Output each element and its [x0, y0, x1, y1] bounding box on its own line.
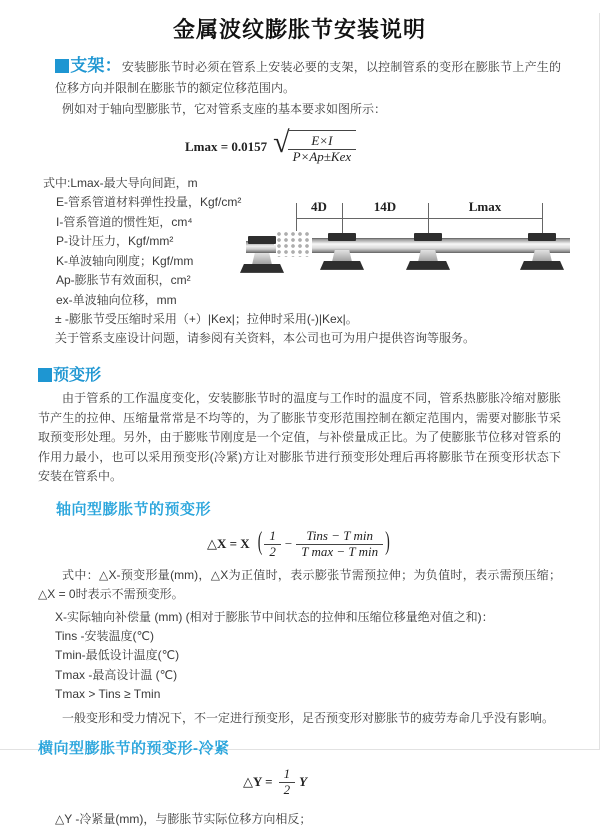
guide-support — [520, 233, 564, 271]
pipe-clamp — [248, 236, 276, 244]
axial-subheading: 轴向型膨胀节的预变形 — [56, 500, 212, 518]
pipe-clamp — [328, 233, 356, 241]
half-denominator: 2 — [283, 781, 291, 797]
axial-note3: 一般变形和受力情况下，不一定进行预变形，足否预变形对膨胀节的疲劳寿命几乎没有影响。 — [62, 710, 555, 725]
dimension-label-14d: 14D — [343, 200, 427, 214]
half-numerator: 1 — [279, 767, 296, 783]
dx-formula-lhs: △X = X — [207, 536, 250, 552]
axial-predeform-formula — [207, 529, 561, 560]
definition-line: Ap-膨胀节有效面积，cm² — [56, 273, 191, 288]
guide-support — [406, 233, 450, 271]
plusminus-note: ± -膨胀节受压缩时采用（+）|Kex|；拉伸时采用(-)|Kex|。 — [55, 312, 358, 327]
blue-square-icon — [38, 368, 52, 382]
predeform-paragraph: 由于管系的工作温度变化，安装膨胀节时的温度与工作时的温度不同，管系热膨胀冷缩对膨胀节产生的拉伸、压缩量常常是不均等的，为了膨胀节变形范围控制在额定范围内，需要对膨胀节采取预变形处理。另外，由于膨账节刚度是一个定值，与补偿量成正比。为了使膨胀节位移对管系的作用力最小，也可以采用预变形(冷紧)方让对膨胀节进行预变形处理后再将膨胀节在预变形状态下安装在管系中。 — [38, 391, 561, 484]
support-example-line: 例如对于轴向型膨胀节，它对管系支座的基本要求如图所示： — [62, 102, 387, 116]
radical-sign-icon: √ — [273, 126, 290, 159]
support-stem — [418, 250, 438, 262]
right-paren: ) — [385, 529, 390, 558]
pipe-clamp — [414, 233, 442, 241]
temp-inequality: Tmax > Tins ≥ Tmin — [55, 687, 161, 702]
support-base — [520, 261, 564, 270]
radicand — [288, 130, 357, 165]
dy-formula-rhs: Y — [299, 774, 308, 790]
pipe-clamp — [528, 233, 556, 241]
predeform-section-heading: 预变形 — [38, 362, 561, 385]
definition-line: ex-单波轴向位移，mm — [56, 292, 177, 307]
temperature-fraction — [296, 529, 383, 560]
left-paren: ( — [257, 529, 263, 558]
guide-support — [320, 233, 364, 271]
definition-line: I-管系管道的惯性矩，cm⁴ — [56, 214, 193, 229]
dimension-label-4d: 4D — [297, 200, 341, 214]
dimension-label-lmax: Lmax — [429, 200, 541, 214]
support-base — [406, 261, 450, 270]
support-base — [240, 264, 284, 273]
lateral-note: △Y -冷紧量(mm)，与膨胀节实际位移方向相反； — [55, 811, 312, 826]
lmax-fraction-denominator: P×Ap±Kex — [292, 148, 352, 164]
support-section-heading: 支架： — [55, 56, 122, 75]
blue-square-icon — [55, 59, 69, 73]
document-page — [0, 13, 599, 829]
half-fraction — [279, 767, 296, 798]
anchor-support — [240, 236, 284, 274]
support-stem — [532, 250, 552, 262]
lateral-coldtight-formula — [243, 767, 561, 798]
axial-note2: X-实际轴向补偿量 (mm) (相对于膨胀节中间状态的拉伸和压缩位移量绝对值之和)： — [55, 609, 494, 624]
lmax-formula — [185, 126, 561, 165]
lmax-formula-lhs: Lmax = 0.0157 — [185, 139, 268, 155]
half-denominator: 2 — [269, 543, 276, 559]
temp-fraction-denominator: T max − T min — [301, 543, 379, 559]
lateral-subheading: 横向型膨胀节的预变形-冷紧 — [38, 739, 230, 757]
square-root — [273, 126, 356, 165]
temp-definition: Tmin-最低设计温度(℃) — [55, 648, 180, 663]
temp-definition: Tins -安装温度(℃) — [55, 628, 155, 643]
axial-note1: 式中：△X-预变形量(mm)，△X为正值时，表示膨张节需预拉伸；为负值时，表示需预压缩；△X = 0时表示不需预变形。 — [38, 567, 561, 601]
support-intro-paragraph — [38, 55, 561, 99]
support-stem — [332, 250, 352, 262]
definition-line: P-设计压力，Kgf/mm² — [56, 234, 174, 249]
dy-formula-lhs: △Y = — [243, 774, 273, 790]
half-fraction — [264, 529, 281, 560]
page-title: 金属波纹膨胀节安装说明 — [172, 17, 426, 42]
definition-line: 式中:Lmax-最大导向间距，m — [43, 175, 198, 190]
temp-fraction-numerator: Tins − T min — [296, 529, 383, 545]
lmax-fraction — [288, 134, 357, 165]
definition-line: E-管系管道材料弹性投量，Kgf/cm² — [56, 195, 242, 210]
lmax-fraction-numerator: E×I — [288, 134, 357, 150]
temp-definition: Tmax -最高设计温 (℃) — [55, 667, 178, 682]
support-intro-text: 安装膨胀节时必须在管系上安装必要的支架，以控制管系的变形在膨胀节上产生的位移方向并限制在膨胀节的额定位移范围内。 — [55, 60, 561, 95]
definitions-and-diagram-region — [38, 174, 561, 349]
support-spacing-diagram — [246, 200, 598, 286]
definition-line: K-单波轴向刚度；Kgf/mm — [56, 253, 194, 268]
support-base — [320, 261, 364, 270]
support-stem — [252, 253, 272, 265]
half-numerator: 1 — [264, 529, 281, 545]
minus-sign: − — [284, 536, 293, 552]
consult-note: 关于管系支座设计问题，请参阅有关资料，本公司也可为用户提供咨询等服务。 — [55, 331, 476, 346]
dimension-line — [296, 218, 543, 219]
